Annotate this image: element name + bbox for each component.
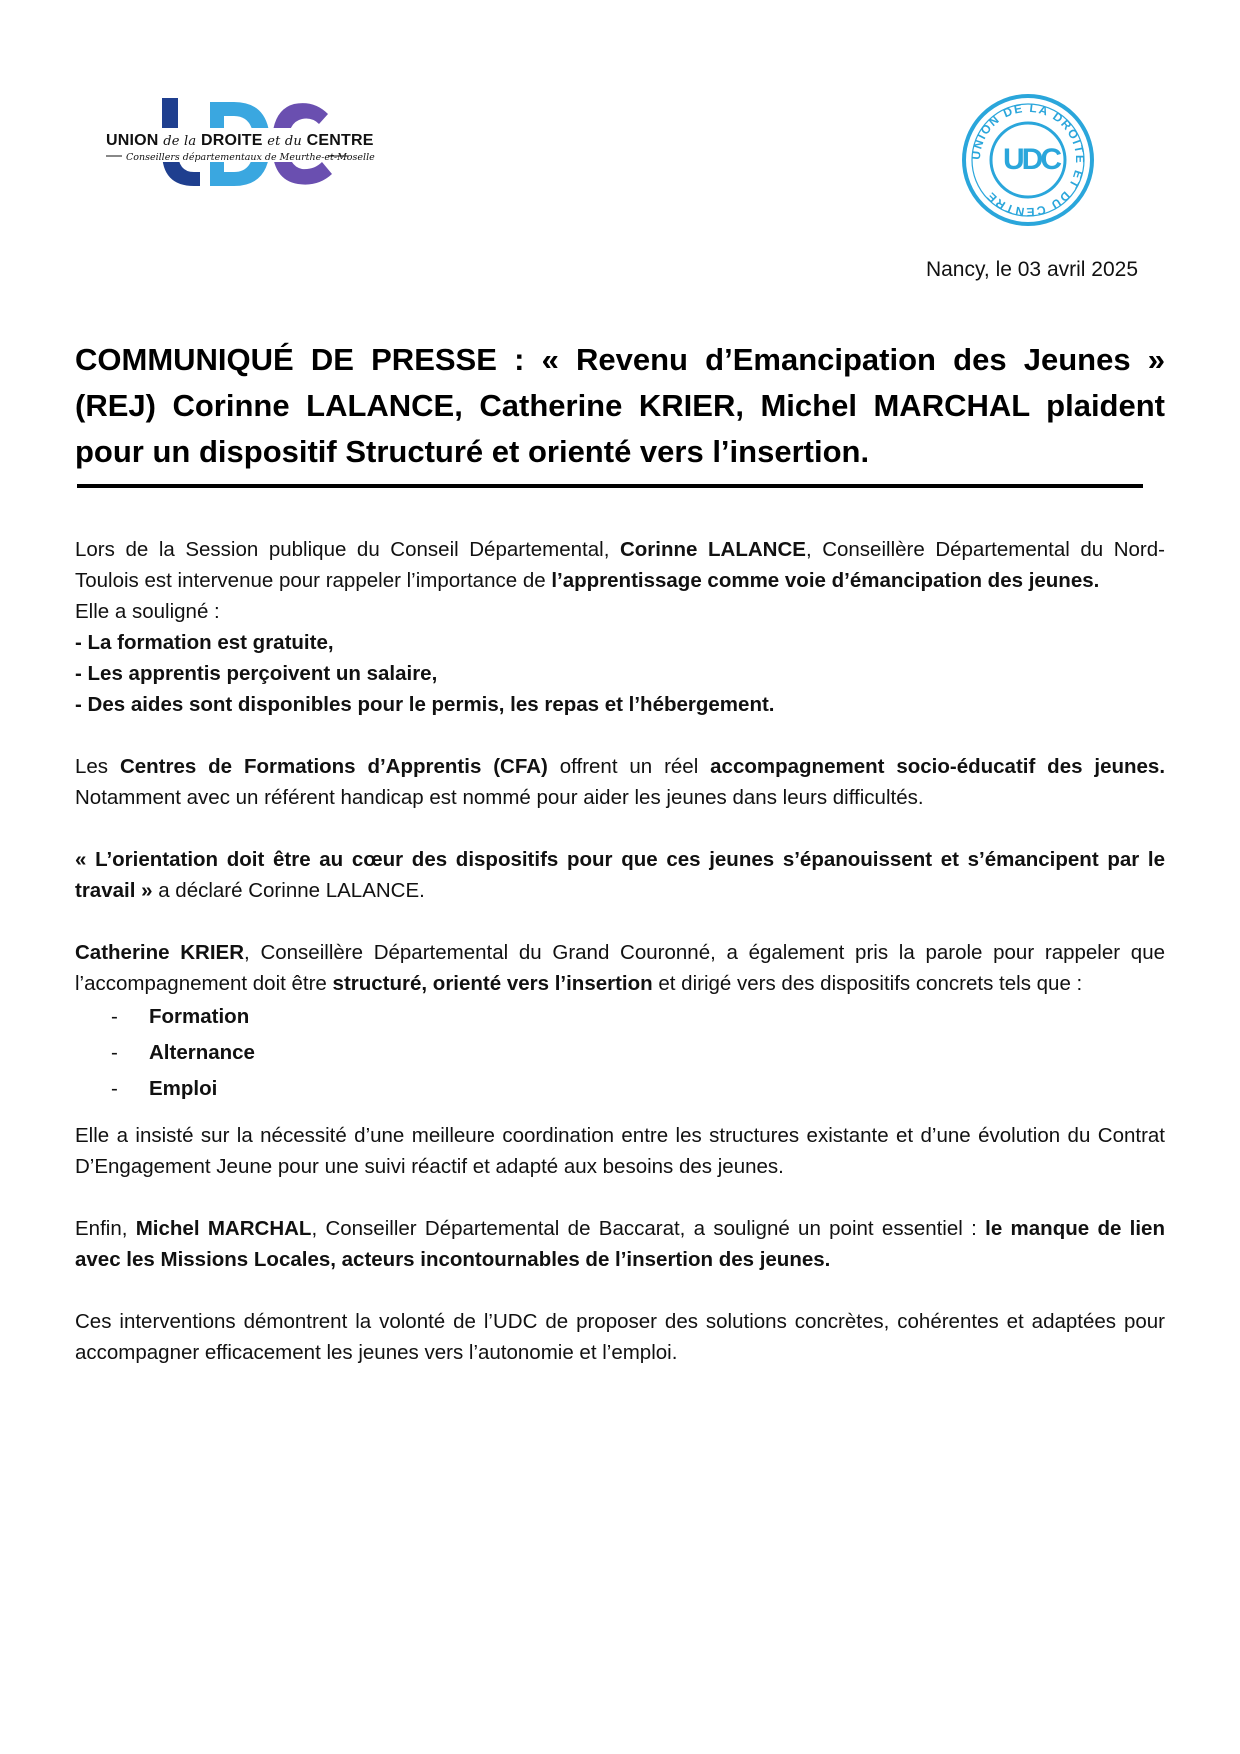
udc-stamp-logo bbox=[960, 92, 1096, 228]
paragraph-intro: Lors de la Session publique du Conseil Départemental, Corinne LALANCE, Conseillère Départemental du Nord-Toulois est intervenue pour rappeler l’importance de l’apprentissage comme voie d’émancipation des jeunes. bbox=[75, 538, 1165, 592]
logo-subtitle: Conseillers départementaux de Meurthe-et-Moselle bbox=[126, 152, 375, 163]
list-item: - Emploi bbox=[111, 1077, 218, 1100]
paragraph-intro-lead: Elle a souligné : bbox=[75, 600, 220, 623]
title-underline bbox=[77, 484, 1143, 488]
list-item: - La formation est gratuite, bbox=[75, 631, 334, 654]
dispositifs-list bbox=[75, 999, 1165, 1107]
press-release-title: COMMUNIQUÉ DE PRESSE : « Revenu d’Emancipation des Jeunes » (REJ) Corinne LALANCE, Catherine KRIER, Michel MARCHAL plaident pour un dispositif Structuré et orienté vers l’insertion. bbox=[75, 342, 1165, 469]
document-date: Nancy, le 03 avril 2025 bbox=[925, 258, 1138, 281]
svg-text:UNION DE LA DROITE ET DU CENTR: UNION DE LA DROITE ET DU CENTRE bbox=[968, 100, 1088, 220]
paragraph-coordination: Elle a insisté sur la nécessité d’une meilleure coordination entre les structures existante et d’une évolution du Contrat D’Engagement Jeune pour une suivi réactif et adapté aux besoins des jeunes. bbox=[75, 1124, 1165, 1178]
paragraph-marchal: Enfin, Michel MARCHAL, Conseiller Départemental de Baccarat, a souligné un point essentiel : le manque de lien avec les Missions Locales, acteurs incontournables de l’insertion des jeunes. bbox=[75, 1217, 1165, 1271]
stamp-monogram: UDC bbox=[1003, 143, 1059, 176]
paragraph-quote: « L’orientation doit être au cœur des dispositifs pour que ces jeunes s’épanouissent et s’émancipent par le travail » a déclaré Corinne LALANCE. bbox=[75, 848, 1165, 902]
paragraph-cfa: Les Centres de Formations d’Apprentis (CFA) offrent un réel accompagnement socio-éducatif des jeunes. Notamment avec un référent handicap est nommé pour aider les jeunes dans leurs difficultés. bbox=[75, 755, 1166, 809]
list-item: - Les apprentis perçoivent un salaire, bbox=[75, 662, 438, 685]
list-item: - Des aides sont disponibles pour le permis, les repas et l’hébergement. bbox=[75, 693, 775, 716]
logo-wordmark: UNION de la DROITE et du CENTRE bbox=[106, 132, 374, 149]
list-item: - Alternance bbox=[111, 1041, 255, 1064]
paragraph-conclusion: Ces interventions démontrent la volonté de l’UDC de proposer des solutions concrètes, cohérentes et adaptées pour accompagner efficacement les jeunes vers l’autonomie et l’emploi. bbox=[75, 1310, 1165, 1364]
list-item: - Formation bbox=[111, 1005, 250, 1028]
udc-logo bbox=[100, 92, 400, 204]
press-release-body bbox=[75, 534, 1165, 1368]
paragraph-krier: Catherine KRIER, Conseillère Départemental du Grand Couronné, a également pris la parole pour rappeler que l’accompagnement doit être structuré, orienté vers l’insertion et dirigé vers des dispositifs concrets tels que : bbox=[75, 941, 1165, 995]
